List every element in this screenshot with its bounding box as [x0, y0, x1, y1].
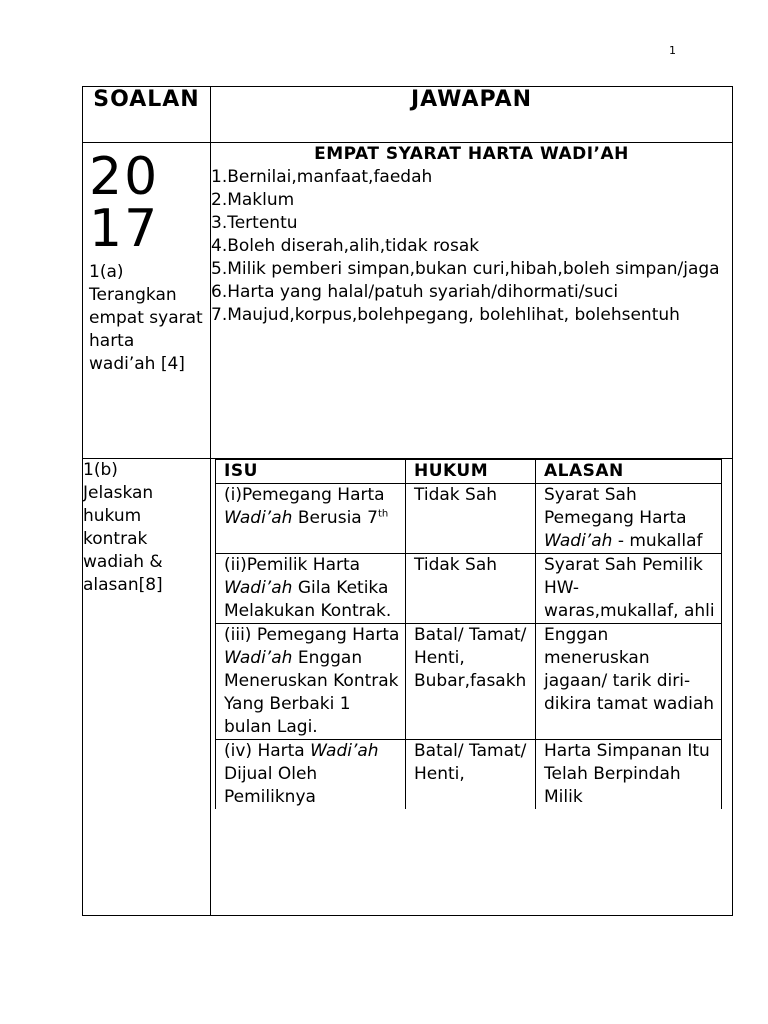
list-item: 4.Boleh diserah,alih,tidak rosak — [211, 236, 480, 256]
list-item: 1.Bernilai,manfaat,faedah — [211, 167, 433, 187]
table-row — [216, 554, 722, 624]
alasan-cell: Enggan meneruskan jagaan/ tarik diri- dikira tamat wadiah — [536, 624, 722, 740]
alasan-text: - mukallaf — [612, 531, 703, 551]
isu-emphasis: Wadi’ah — [310, 741, 379, 761]
question-a-label: 1(a) — [89, 262, 124, 282]
header-soalan: SOALAN — [83, 87, 211, 143]
column-header-isu: ISU — [216, 460, 406, 484]
isu-cell — [216, 484, 406, 554]
isu-text: Gila Ketika Melakukan Kontrak. — [224, 578, 392, 621]
isu-emphasis: Wadi’ah — [224, 578, 293, 598]
question-b-label: 1(b) — [83, 460, 118, 480]
question-a-cell — [83, 143, 211, 459]
hukum-cell: Batal/ Tamat/ Henti, Bubar,fasakh — [406, 624, 536, 740]
isu-cell — [216, 624, 406, 740]
column-header-alasan: ALASAN — [536, 460, 722, 484]
isu-cell — [216, 554, 406, 624]
list-item: 7.Maujud,korpus,bolehpegang, bolehlihat, bolehsentuh — [211, 305, 680, 325]
page-number: 1 — [669, 44, 676, 57]
isu-text: (i)Pemegang Harta — [224, 485, 385, 505]
list-item: 2.Maklum — [211, 190, 295, 210]
alasan-emphasis: Wadi’ah — [544, 531, 613, 551]
question-a-body: Terangkan empat syarat harta wadi’ah [4] — [89, 285, 203, 374]
header-jawapan: JAWAPAN — [211, 87, 733, 143]
question-b-cell — [83, 459, 211, 916]
answer-b-header-row — [216, 460, 722, 484]
list-item: 6.Harta yang halal/patuh syariah/dihormati/suci — [211, 282, 619, 302]
header-row — [83, 87, 733, 143]
hukum-cell: Tidak Sah — [406, 484, 536, 554]
question-b-body: Jelaskan hukum kontrak wadiah & alasan[8] — [83, 483, 163, 595]
table-row — [216, 624, 722, 740]
list-item: 5.Milik pemberi simpan,bukan curi,hibah,boleh simpan/jaga — [211, 259, 720, 279]
isu-text: Dijual Oleh Pemiliknya — [224, 764, 318, 807]
answer-b-table — [215, 459, 722, 809]
isu-emphasis: Wadi’ah — [224, 648, 293, 668]
question-row-a — [83, 143, 733, 459]
isu-text: Enggan Meneruskan Kontrak Yang Berbaki 1 bulan Lagi. — [224, 648, 399, 737]
isu-text: (ii)Pemilik Harta — [224, 555, 361, 575]
hukum-cell: Batal/ Tamat/ Henti, — [406, 740, 536, 810]
answer-a-list — [211, 166, 732, 327]
isu-emphasis: Wadi’ah — [224, 508, 293, 528]
isu-text: (iii) Pemegang Harta — [224, 625, 400, 645]
alasan-cell: Harta Simpanan Itu Telah Berpindah Milik — [536, 740, 722, 810]
alasan-cell — [536, 484, 722, 554]
qa-table — [82, 86, 733, 916]
ordinal-suffix: th — [377, 508, 389, 520]
table-row — [216, 740, 722, 810]
table-row — [216, 484, 722, 554]
isu-text: Berusia 7 — [292, 508, 378, 528]
question-row-b — [83, 459, 733, 916]
list-item: 3.Tertentu — [211, 213, 298, 233]
column-header-hukum: HUKUM — [406, 460, 536, 484]
isu-cell — [216, 740, 406, 810]
question-a-text — [83, 255, 210, 376]
answer-b-cell — [211, 459, 733, 916]
answer-a-cell — [211, 143, 733, 459]
alasan-text: Syarat Sah Pemegang Harta — [544, 485, 687, 528]
hukum-cell: Tidak Sah — [406, 554, 536, 624]
exam-year: 2017 — [89, 147, 160, 259]
alasan-cell: Syarat Sah Pemilik HW- waras,mukallaf, ahli — [536, 554, 722, 624]
answer-a-title: EMPAT SYARAT HARTA WADI’AH — [314, 144, 629, 164]
isu-text: (iv) Harta — [224, 741, 311, 761]
